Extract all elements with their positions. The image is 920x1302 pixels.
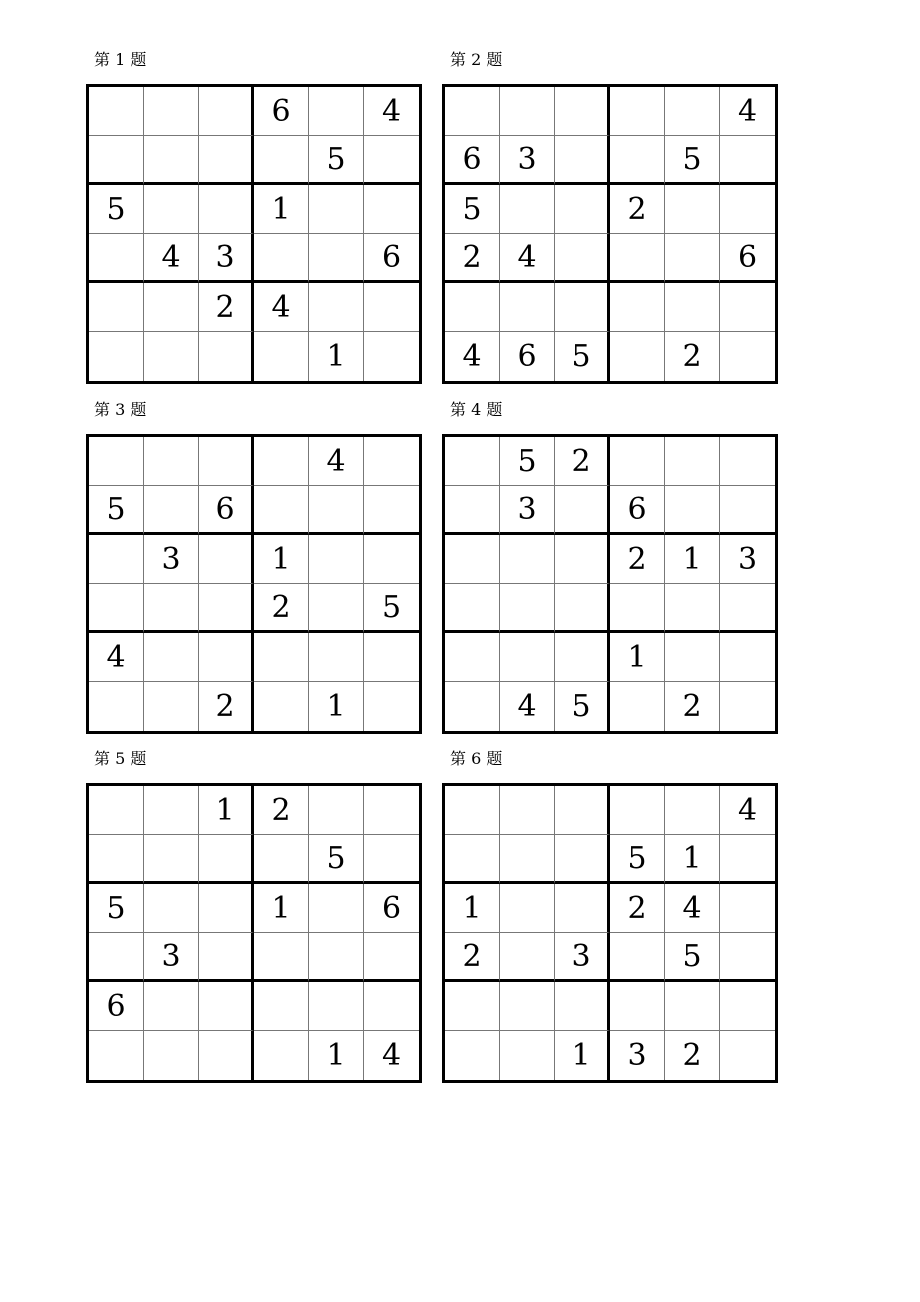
grid-cell [364, 332, 419, 381]
grid-cell [309, 87, 364, 136]
grid-cell [720, 584, 775, 633]
grid-cell [89, 786, 144, 835]
grid-cell [445, 437, 500, 486]
grid-cell [500, 633, 555, 682]
grid-cell [89, 584, 144, 633]
puzzle-title: 第 4 题 [450, 400, 503, 419]
grid-cell [610, 234, 665, 283]
grid-cell: 3 [610, 1031, 665, 1080]
grid-cell: 4 [665, 884, 720, 933]
grid-cell: 1 [309, 1031, 364, 1080]
grid-cell [500, 283, 555, 332]
grid-cell [665, 633, 720, 682]
grid-cell [144, 633, 199, 682]
grid-cell [555, 87, 610, 136]
grid-cell [720, 1031, 775, 1080]
grid-cell: 2 [610, 884, 665, 933]
grid-cell: 5 [500, 437, 555, 486]
grid-cell [665, 437, 720, 486]
grid-cell: 2 [665, 682, 720, 731]
grid-cell: 6 [500, 332, 555, 381]
puzzle-title: 第 2 题 [450, 50, 503, 69]
grid-cell: 6 [610, 486, 665, 535]
grid-cell [309, 933, 364, 982]
grid-cell: 4 [445, 332, 500, 381]
grid-cell [364, 786, 419, 835]
grid-cell [199, 835, 254, 884]
grid-cell [445, 486, 500, 535]
puzzle-5 [86, 749, 426, 1083]
grid-cell [364, 633, 419, 682]
grid-cell [610, 283, 665, 332]
grid-cell: 4 [720, 786, 775, 835]
grid-cell [555, 835, 610, 884]
grid-cell [610, 332, 665, 381]
grid-cell [500, 884, 555, 933]
grid-cell: 1 [665, 835, 720, 884]
grid-cell: 6 [199, 486, 254, 535]
grid-cell: 2 [445, 933, 500, 982]
grid-cell: 4 [720, 87, 775, 136]
grid-cell [309, 185, 364, 234]
grid-cell: 2 [555, 437, 610, 486]
grid-cell: 5 [89, 884, 144, 933]
grid-cell [89, 1031, 144, 1080]
grid-cell [254, 633, 309, 682]
grid-cell [144, 332, 199, 381]
grid-cell [500, 87, 555, 136]
grid-cell [720, 136, 775, 185]
grid-cell [500, 535, 555, 584]
grid-cell: 6 [254, 87, 309, 136]
grid-cell [555, 982, 610, 1031]
grid-cell [254, 437, 309, 486]
grid-cell: 6 [89, 982, 144, 1031]
grid-cell [199, 136, 254, 185]
grid-cell [665, 486, 720, 535]
grid-cell: 5 [555, 332, 610, 381]
sudoku-grid [442, 84, 778, 384]
grid-cell: 5 [89, 185, 144, 234]
grid-cell [555, 633, 610, 682]
grid-cell [199, 185, 254, 234]
grid-cell [445, 982, 500, 1031]
grid-cell: 2 [199, 682, 254, 731]
grid-cell: 4 [500, 234, 555, 283]
grid-cell: 3 [500, 136, 555, 185]
grid-cell [309, 234, 364, 283]
grid-cell [445, 1031, 500, 1080]
grid-cell: 3 [500, 486, 555, 535]
grid-cell [555, 584, 610, 633]
puzzle-title: 第 3 题 [94, 400, 147, 419]
grid-cell: 2 [199, 283, 254, 332]
grid-cell: 2 [254, 584, 309, 633]
grid-cell: 1 [610, 633, 665, 682]
grid-cell [254, 136, 309, 185]
grid-cell [309, 786, 364, 835]
grid-cell [254, 1031, 309, 1080]
grid-cell: 2 [610, 535, 665, 584]
grid-cell: 3 [555, 933, 610, 982]
sudoku-grid [442, 783, 778, 1083]
grid-cell [144, 283, 199, 332]
grid-cell [199, 332, 254, 381]
grid-cell [445, 535, 500, 584]
grid-cell [555, 786, 610, 835]
grid-cell [665, 234, 720, 283]
grid-cell: 6 [445, 136, 500, 185]
grid-cell: 1 [309, 332, 364, 381]
grid-cell [720, 437, 775, 486]
grid-cell: 5 [309, 835, 364, 884]
grid-cell [445, 87, 500, 136]
grid-cell [555, 234, 610, 283]
grid-cell [364, 437, 419, 486]
grid-cell: 5 [610, 835, 665, 884]
grid-cell [364, 682, 419, 731]
grid-cell [364, 535, 419, 584]
grid-cell [364, 185, 419, 234]
grid-cell [144, 584, 199, 633]
grid-cell [144, 437, 199, 486]
puzzle-2 [442, 50, 782, 384]
grid-cell [144, 835, 199, 884]
grid-cell [610, 136, 665, 185]
sudoku-grid [442, 434, 778, 734]
grid-cell [144, 682, 199, 731]
grid-cell [555, 535, 610, 584]
grid-cell [199, 87, 254, 136]
grid-cell: 2 [665, 1031, 720, 1080]
grid-cell [500, 835, 555, 884]
puzzle-4 [442, 400, 782, 734]
grid-cell [555, 185, 610, 234]
grid-cell: 6 [720, 234, 775, 283]
grid-cell [199, 982, 254, 1031]
grid-cell [89, 87, 144, 136]
grid-cell: 2 [665, 332, 720, 381]
grid-cell [555, 136, 610, 185]
grid-cell: 5 [665, 933, 720, 982]
grid-cell [500, 185, 555, 234]
grid-cell [720, 283, 775, 332]
grid-cell [720, 982, 775, 1031]
grid-cell [309, 584, 364, 633]
grid-cell [720, 332, 775, 381]
grid-cell: 1 [254, 884, 309, 933]
grid-cell [144, 786, 199, 835]
grid-cell [144, 982, 199, 1031]
grid-cell [665, 786, 720, 835]
grid-cell [89, 234, 144, 283]
puzzle-3 [86, 400, 426, 734]
grid-cell: 4 [254, 283, 309, 332]
grid-cell: 2 [254, 786, 309, 835]
grid-cell: 3 [199, 234, 254, 283]
grid-cell [199, 633, 254, 682]
grid-cell [309, 283, 364, 332]
puzzle-1 [86, 50, 426, 384]
grid-cell [199, 535, 254, 584]
grid-cell [89, 332, 144, 381]
grid-cell: 2 [610, 185, 665, 234]
grid-cell [254, 982, 309, 1031]
grid-cell: 1 [665, 535, 720, 584]
grid-cell [89, 136, 144, 185]
grid-cell: 5 [364, 584, 419, 633]
sudoku-grid [86, 84, 422, 384]
grid-cell [144, 884, 199, 933]
grid-cell: 3 [720, 535, 775, 584]
puzzle-6 [442, 749, 782, 1083]
grid-cell [364, 283, 419, 332]
grid-cell [309, 982, 364, 1031]
grid-cell [309, 633, 364, 682]
grid-cell [89, 835, 144, 884]
grid-cell [364, 835, 419, 884]
grid-cell: 4 [364, 87, 419, 136]
grid-cell: 6 [364, 234, 419, 283]
grid-cell [610, 584, 665, 633]
grid-cell: 4 [89, 633, 144, 682]
grid-cell [445, 633, 500, 682]
grid-cell [309, 884, 364, 933]
grid-cell [144, 136, 199, 185]
grid-cell [144, 185, 199, 234]
grid-cell: 5 [555, 682, 610, 731]
grid-cell [254, 835, 309, 884]
grid-cell: 2 [445, 234, 500, 283]
grid-cell: 5 [445, 185, 500, 234]
grid-cell [555, 283, 610, 332]
grid-cell [89, 283, 144, 332]
grid-cell: 1 [555, 1031, 610, 1080]
grid-cell: 4 [309, 437, 364, 486]
grid-cell [254, 486, 309, 535]
grid-cell: 5 [665, 136, 720, 185]
grid-cell [665, 283, 720, 332]
grid-cell: 1 [445, 884, 500, 933]
puzzle-title: 第 5 题 [94, 749, 147, 768]
grid-cell [364, 933, 419, 982]
grid-cell: 1 [254, 185, 309, 234]
grid-cell [610, 87, 665, 136]
puzzle-title: 第 1 题 [94, 50, 147, 69]
grid-cell [445, 283, 500, 332]
grid-cell: 5 [89, 486, 144, 535]
grid-cell [720, 933, 775, 982]
grid-cell [254, 682, 309, 731]
grid-cell [500, 982, 555, 1031]
grid-cell [665, 584, 720, 633]
grid-cell: 3 [144, 933, 199, 982]
grid-cell [720, 486, 775, 535]
grid-cell [89, 682, 144, 731]
grid-cell: 1 [309, 682, 364, 731]
grid-cell [89, 933, 144, 982]
grid-cell [364, 982, 419, 1031]
puzzle-title: 第 6 题 [450, 749, 503, 768]
grid-cell [199, 1031, 254, 1080]
grid-cell [555, 884, 610, 933]
grid-cell [199, 437, 254, 486]
grid-cell [445, 786, 500, 835]
grid-cell [144, 486, 199, 535]
grid-cell [665, 982, 720, 1031]
grid-cell [364, 136, 419, 185]
grid-cell [144, 1031, 199, 1080]
grid-cell [610, 933, 665, 982]
grid-cell [309, 486, 364, 535]
grid-cell [89, 437, 144, 486]
grid-cell [199, 584, 254, 633]
grid-cell [89, 535, 144, 584]
sudoku-grid [86, 434, 422, 734]
grid-cell [500, 1031, 555, 1080]
grid-cell [610, 786, 665, 835]
grid-cell [309, 535, 364, 584]
grid-cell [500, 933, 555, 982]
grid-cell [445, 682, 500, 731]
grid-cell [665, 185, 720, 234]
grid-cell [555, 486, 610, 535]
grid-cell [665, 87, 720, 136]
grid-cell [500, 584, 555, 633]
grid-cell: 4 [500, 682, 555, 731]
grid-cell: 4 [144, 234, 199, 283]
grid-cell [254, 933, 309, 982]
grid-cell [610, 437, 665, 486]
grid-cell [610, 682, 665, 731]
grid-cell: 6 [364, 884, 419, 933]
grid-cell: 3 [144, 535, 199, 584]
grid-cell: 5 [309, 136, 364, 185]
grid-cell [720, 185, 775, 234]
grid-cell [445, 584, 500, 633]
sudoku-grid [86, 783, 422, 1083]
grid-cell [199, 933, 254, 982]
grid-cell [500, 786, 555, 835]
grid-cell: 4 [381, 1038, 402, 1073]
grid-cell [445, 835, 500, 884]
grid-cell [144, 87, 199, 136]
grid-cell [364, 486, 419, 535]
grid-cell [720, 633, 775, 682]
grid-cell [254, 332, 309, 381]
grid-cell [199, 884, 254, 933]
grid-cell [720, 835, 775, 884]
grid-cell [720, 884, 775, 933]
grid-cell: 1 [199, 786, 254, 835]
grid-cell [720, 682, 775, 731]
grid-cell: 1 [254, 535, 309, 584]
grid-cell [254, 234, 309, 283]
grid-cell [610, 982, 665, 1031]
